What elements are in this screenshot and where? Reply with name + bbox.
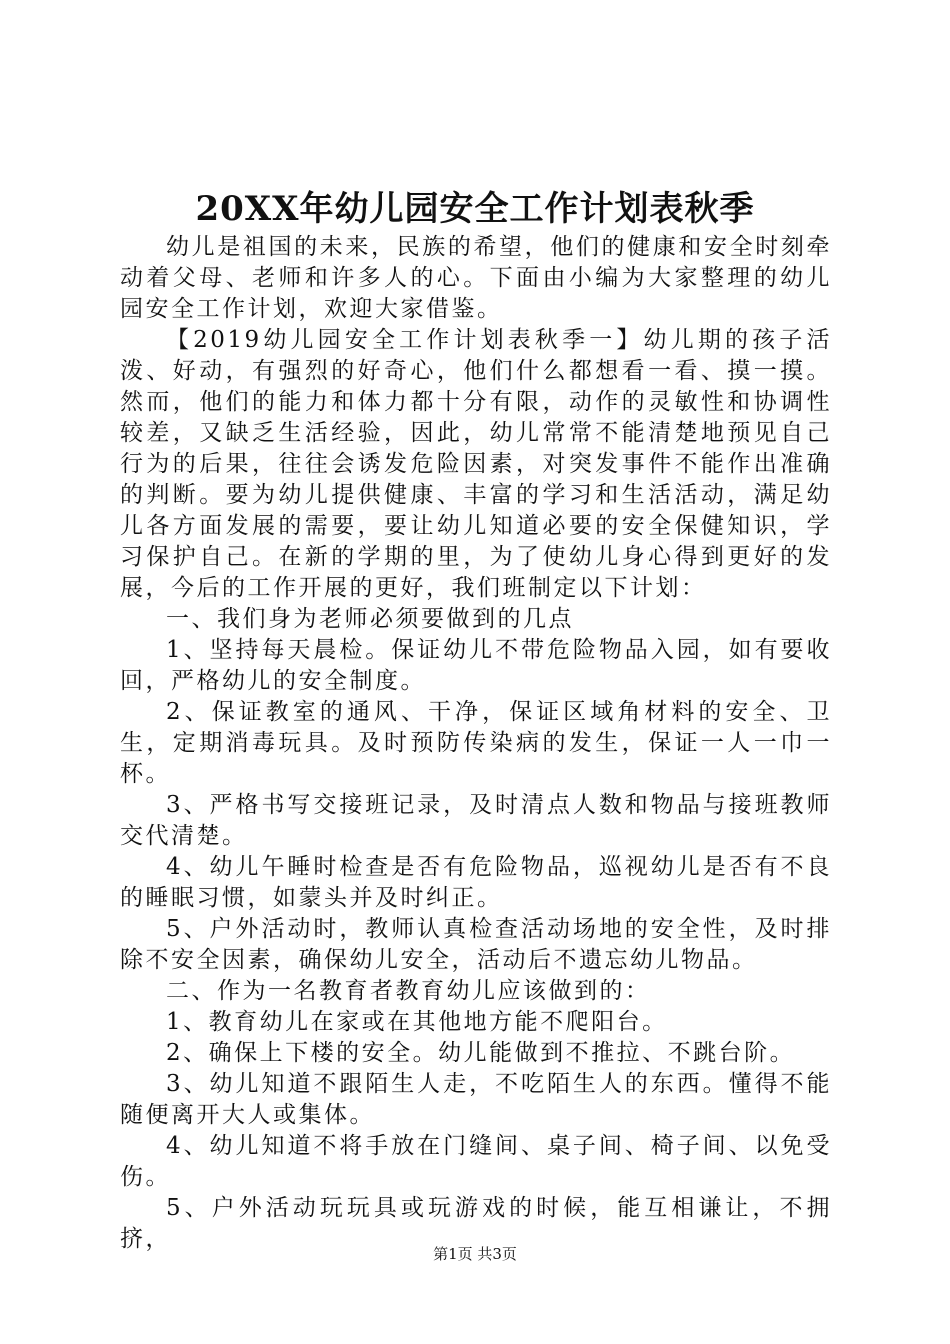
- list-item: 5、户外活动玩玩具或玩游戏的时候，能互相谦让，不拥挤，: [120, 1195, 832, 1252]
- list-item: 3、幼儿知道不跟陌生人走，不吃陌生人的东西。懂得不能随便离开大人或集体。: [120, 1071, 832, 1128]
- list-item: 4、幼儿知道不将手放在门缝间、桌子间、椅子间、以免受伤。: [120, 1133, 832, 1190]
- list-item: 3、严格书写交接班记录，及时清点人数和物品与接班教师交代清楚。: [120, 792, 832, 849]
- list-item: 1、坚持每天晨检。保证幼儿不带危险物品入园，如有要收回，严格幼儿的安全制度。: [120, 637, 832, 694]
- list-item: 5、户外活动时，教师认真检查活动场地的安全性，及时排除不安全因素，确保幼儿安全，活动后不遗忘幼儿物品。: [120, 916, 832, 973]
- list-item: 4、幼儿午睡时检查是否有危险物品，巡视幼儿是否有不良的睡眠习惯，如蒙头并及时纠正。: [120, 854, 832, 911]
- list-item: 2、确保上下楼的安全。幼儿能做到不推拉、不跳台阶。: [166, 1040, 796, 1066]
- paragraph-intro: 幼儿是祖国的未来，民族的希望，他们的健康和安全时刻牵动着父母、老师和许多人的心。下面由小编为大家整理的幼儿园安全工作计划，欢迎大家借鉴。: [120, 234, 832, 322]
- list-item: 1、教育幼儿在家或在其他地方能不爬阳台。: [166, 1009, 668, 1035]
- document-title: 20XX年幼儿园安全工作计划表秋季: [195, 189, 755, 229]
- section-heading-teacher: 一、我们身为老师必须要做到的几点: [166, 606, 574, 632]
- list-item: 2、保证教室的通风、干净，保证区域角材料的安全、卫生，定期消毒玩具。及时预防传染病的发生，保证一人一巾一杯。: [120, 699, 832, 787]
- page-number-footer: 第1页 共3页: [433, 1245, 517, 1263]
- paragraph-plan-overview: 【2019幼儿园安全工作计划表秋季一】幼儿期的孩子活泼、好动，有强烈的好奇心，他们什么都想看一看、摸一摸。然而，他们的能力和体力都十分有限，动作的灵敏性和协调性较差，又缺乏生活经验，因此，幼儿常常不能清楚地预见自己行为的后果，往往会诱发危险因素，对突发事件不能作出准确的判断。要为幼儿提供健康、丰富的学习和生活活动，满足幼儿各方面发展的需要，要让幼儿知道必要的安全保健知识，学习保护自己。在新的学期的里，为了使幼儿身心得到更好的发展，今后的工作开展的更好，我们班制定以下计划：: [120, 327, 832, 601]
- document-body: [120, 232, 832, 1255]
- section-heading-educator: 二、作为一名教育者教育幼儿应该做到的：: [166, 978, 651, 1004]
